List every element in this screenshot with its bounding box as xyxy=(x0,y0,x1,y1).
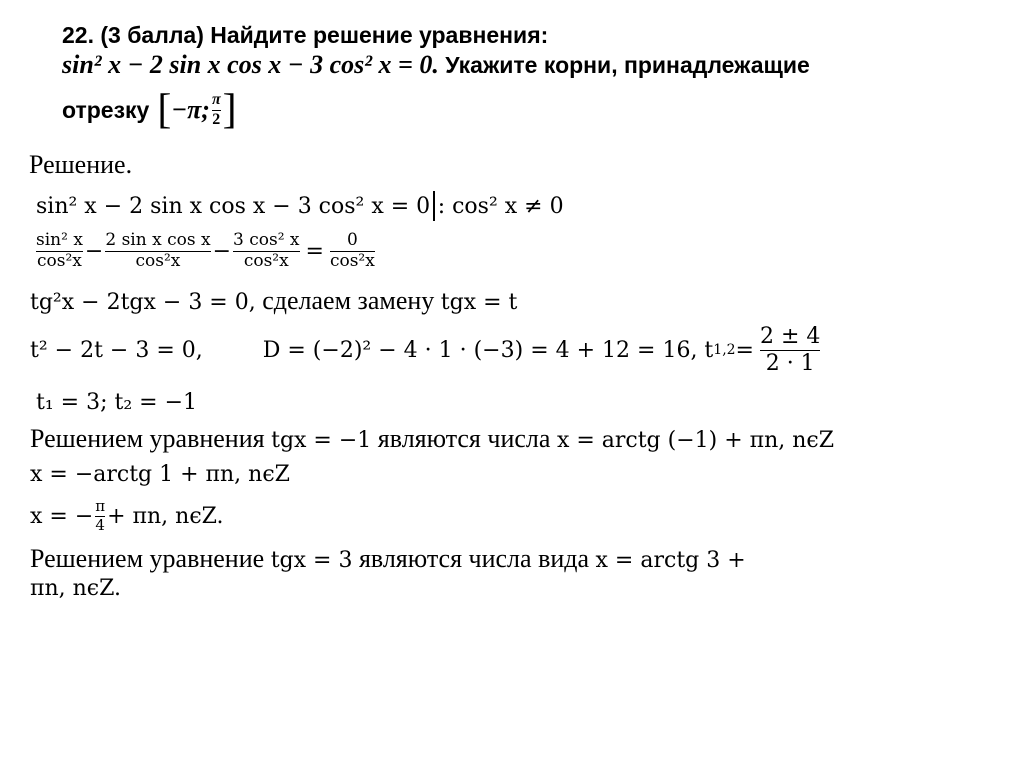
fraction-1-den: cos²x xyxy=(37,250,82,271)
problem-interval-line xyxy=(62,86,237,134)
step9-math: tgx = 3 xyxy=(270,548,353,573)
fraction-4 xyxy=(330,231,375,271)
step8-den: 4 xyxy=(95,515,105,534)
solution-step9 xyxy=(30,544,746,574)
step6-text: Решением уравнения xyxy=(30,424,272,453)
problem-title: 22. (3 балла) Найдите решение уравнения: xyxy=(62,22,549,48)
step4-fraction xyxy=(760,324,820,376)
interval-fraction xyxy=(212,91,221,129)
fraction-1-num: sin² x xyxy=(36,230,83,250)
step9-text: Решением уравнение xyxy=(30,544,271,573)
step4-equals: = xyxy=(735,337,754,363)
fraction-2-num: 2 sin x cos x xyxy=(105,230,211,250)
left-bracket: [ xyxy=(157,87,172,133)
fraction-3-num: 3 cos² x xyxy=(233,230,300,250)
step9-text2: являются числа вида xyxy=(352,544,596,573)
solution-title: Решение. xyxy=(29,150,133,179)
step1-divisor: : cos² x ≠ 0 xyxy=(437,193,564,219)
interval-den: 2 xyxy=(212,110,221,128)
fraction-4-den: cos²x xyxy=(329,250,375,271)
solution-step10: πn, nϵZ. xyxy=(30,576,121,601)
interval-num: π xyxy=(211,91,221,109)
solution-step1 xyxy=(36,191,564,221)
problem-equation-line xyxy=(62,50,810,80)
equals: = xyxy=(305,238,324,264)
fraction-4-num: 0 xyxy=(346,230,358,250)
fraction-3-den: cos²x xyxy=(233,251,300,272)
step6-math2: x = arctg (−1) + πn, nϵZ xyxy=(556,428,835,453)
solution-step6 xyxy=(30,424,834,454)
step6-math: tgx = −1 xyxy=(271,428,372,453)
step4-equation: t² − 2t − 3 = 0, xyxy=(30,337,203,363)
right-bracket: ] xyxy=(222,87,237,133)
interval-label: отрезку xyxy=(62,96,150,123)
solution-step5: t₁ = 3; t₂ = −1 xyxy=(36,390,197,415)
step8-left: x = − xyxy=(30,503,94,529)
step6-text2: являются числа xyxy=(371,424,557,453)
step4-discriminant: D = (−2)² − 4 · 1 · (−3) = 4 + 12 = 16, t xyxy=(262,337,714,363)
fraction-2 xyxy=(105,231,210,271)
step3-text: сделаем замену xyxy=(255,286,441,315)
solution-step2 xyxy=(34,231,377,271)
step8-fraction xyxy=(95,498,105,534)
step3-substitution: tgx = t xyxy=(440,290,518,315)
interval-left: −π; xyxy=(171,95,210,124)
minus-1: − xyxy=(84,238,104,264)
divider-bar xyxy=(433,191,435,221)
solution-step7: x = −arctg 1 + πn, nϵZ xyxy=(30,462,290,487)
step4-subscript: 1,2 xyxy=(713,342,736,358)
solution-step8 xyxy=(30,492,224,540)
solution-step4 xyxy=(30,318,822,382)
minus-2: − xyxy=(212,238,231,264)
step4-frac-den: 2 · 1 xyxy=(760,350,820,376)
step8-right: + πn, nϵZ. xyxy=(107,503,224,529)
step8-num: π xyxy=(95,497,106,516)
solution-step3 xyxy=(30,286,517,316)
step1-equation: sin² x − 2 sin x cos x − 3 cos² x = 0 xyxy=(36,193,431,219)
step4-frac-num: 2 ± 4 xyxy=(759,324,821,350)
problem-equation: sin² x − 2 sin x cos x − 3 cos² x = 0. xyxy=(62,50,439,79)
fraction-3 xyxy=(233,231,300,271)
step9-math2: x = arctg 3 + xyxy=(595,548,746,573)
fraction-2-den: cos²x xyxy=(105,251,210,272)
fraction-1 xyxy=(36,231,83,271)
step3-equation: tg²x − 2tgx − 3 = 0, xyxy=(30,290,256,315)
problem-instruction: Укажите корни, принадлежащие xyxy=(438,52,810,78)
